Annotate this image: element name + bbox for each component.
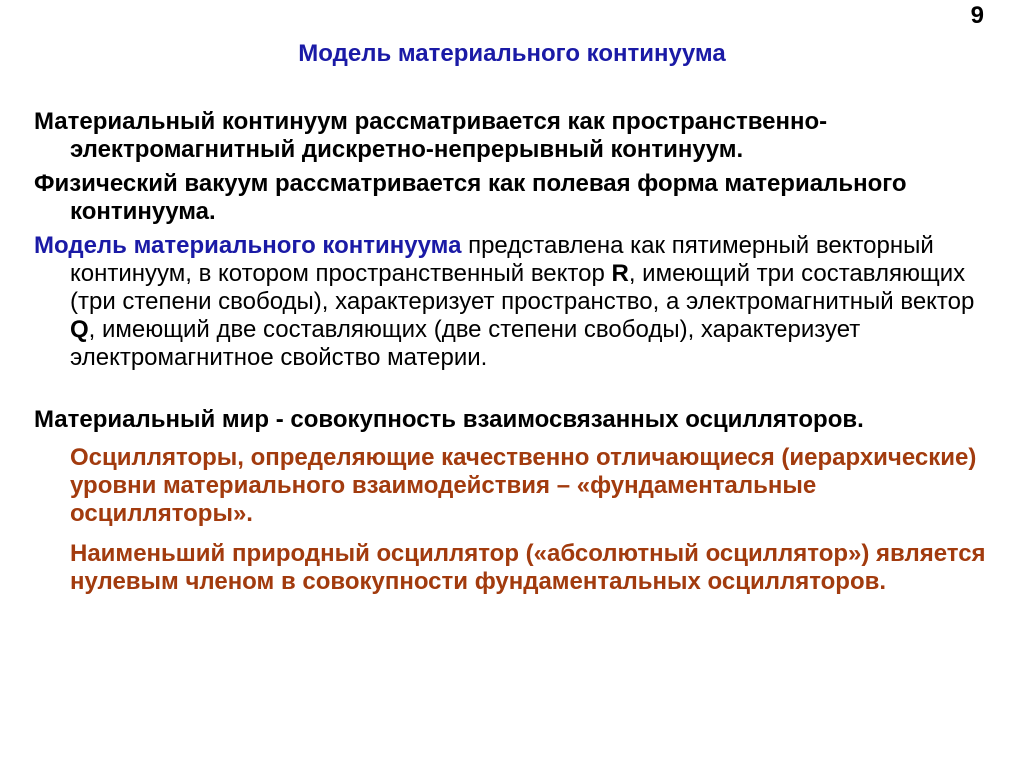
paragraph-physical-vacuum: Физический вакуум рассматривается как полевая форма материального континуума. (34, 170, 907, 225)
model-text-part1: представлена как пятимерный векторный континуум, в котором пространственный вектор (70, 232, 934, 287)
vector-r-label: R (611, 260, 629, 287)
slide-title: Модель материального континуума (298, 40, 726, 67)
paragraph-material-continuum: Материальный континуум рассматривается как пространственно-электромагнитный дискретно-непрерывный континуум. (34, 108, 828, 163)
vector-q-label: Q (70, 316, 89, 343)
model-text-part3: , имеющий две составляющих (две степени свободы), характеризует электромагнитное свойство материи. (70, 316, 861, 371)
paragraph-model-description (34, 232, 994, 372)
model-highlight: Модель материального континуума (34, 232, 462, 259)
slide-number: 9 (970, 2, 984, 29)
slide-content (34, 108, 994, 596)
sub-paragraph-absolute-oscillator: Наименьший природный осциллятор («абсолютный осциллятор») является нулевым членом в совокупности фундаментальных осцилляторов. (70, 540, 986, 595)
model-text-part2: , имеющий три составляющих (три степени свободы), характеризует пространство, а электромагнитный вектор (70, 260, 975, 315)
paragraph-material-world: Материальный мир - совокупность взаимосвязанных осцилляторов. (34, 406, 864, 433)
sub-paragraph-fundamental-oscillators: Осцилляторы, определяющие качественно отличающиеся (иерархические) уровни материального взаимодействия – «фундаментальные осцилляторы». (70, 444, 977, 527)
